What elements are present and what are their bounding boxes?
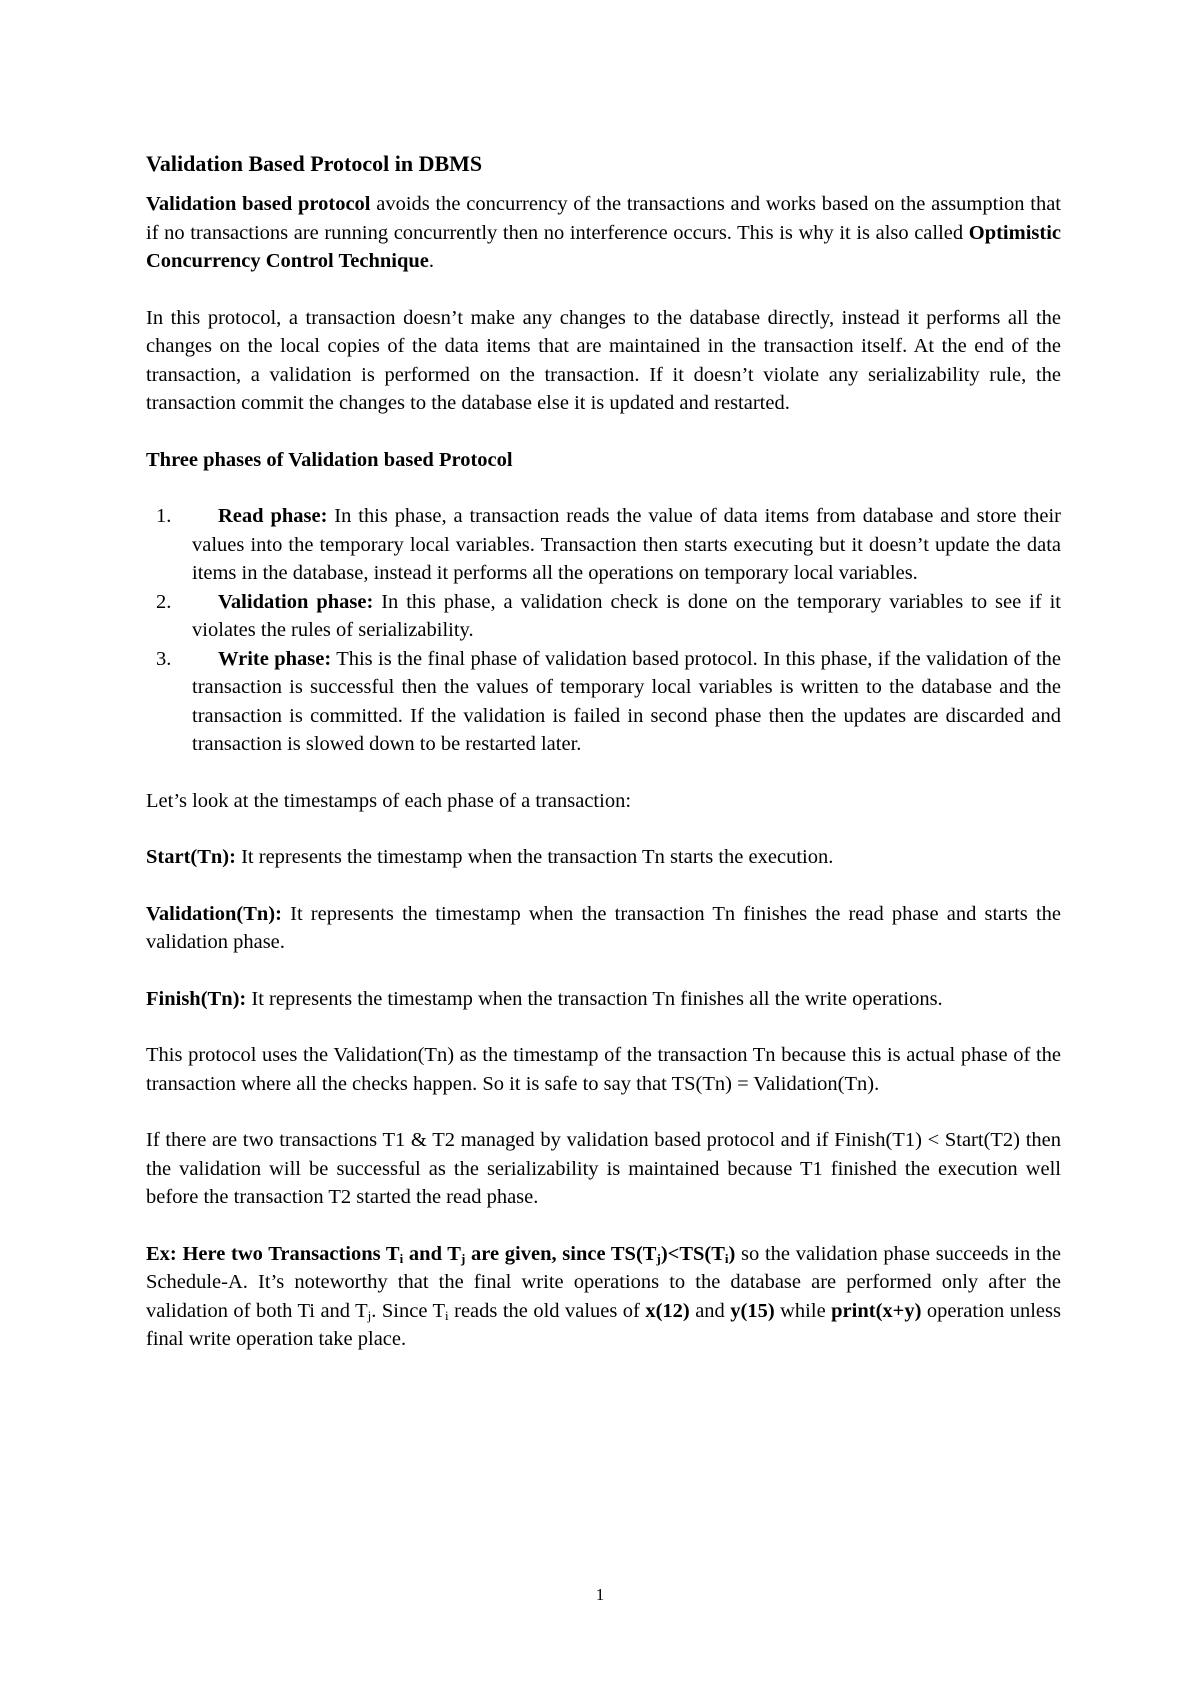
- phase-text: In this phase, a validation check is done on the temporary variables to see if it violates the rules of serializability.: [192, 590, 1061, 641]
- intro-text-2: .: [428, 250, 434, 272]
- phases-heading: Three phases of Validation based Protocol: [146, 448, 513, 471]
- definition-term: Finish(Tn):: [146, 987, 247, 1010]
- phase-text: In this phase, a transaction reads the value of data items from database and store their values into the temporary local variables. Transaction then starts executing but it doesn’t update the data items in the database, instead it performs all the operations on temporary local variables.: [192, 505, 1061, 584]
- list-item: [146, 645, 1061, 759]
- example-x-value: x(12): [645, 1299, 690, 1322]
- phases-list: [146, 502, 1061, 759]
- intro-text-1: avoids the concurrency of the transactions and works based on the assumption that if no transactions are running concurrently then no interference occurs. This is why it is also called: [146, 193, 1061, 244]
- list-item: [146, 588, 1061, 645]
- document-body: [146, 150, 1061, 1382]
- definition-term: Validation(Tn):: [146, 902, 282, 925]
- example-paragraph: Ex: Here two Transactions $T_i$ and $T_j$ are given, since $TS(T_j)<TS(T_i)$ so the validation phase succeeds in the Schedule-A. It’s noteworthy that the final write operations to the database are performed only after the validation of both Ti and $T_j$. Since $T_i$ reads the old values of x(12) and y(15) while print(x+y) operation unless final write operation take place.: [146, 1242, 1061, 1350]
- example-text: so the validation phase succeeds in the Schedule-A. It’s noteworthy that the final write operations to the database are performed only after the validation of both Ti and T: [146, 1242, 1061, 1322]
- phase-lead: Read phase:: [218, 505, 328, 527]
- protocol-paragraph: In this protocol, a transaction doesn’t make any changes to the database directly, instead it performs all the changes on the local copies of the data items that are maintained in the transaction itself. At the end of the transaction, a validation is performed on the transaction. If it doesn’t violate any serializability rule, the transaction commit the changes to the database else it is updated and restarted.: [146, 306, 1061, 414]
- uses-paragraph: This protocol uses the Validation(Tn) as the timestamp of the transaction Tn because this is actual phase of the transaction where all the checks happen. So it is safe to say that TS(Tn) = Validation(Tn).: [146, 1044, 1061, 1095]
- definition-term: Start(Tn):: [146, 846, 236, 868]
- list-item-number: 3.: [156, 647, 172, 670]
- page-number: 1: [595, 1585, 605, 1604]
- list-item-number: 2.: [156, 590, 172, 613]
- definition-text: It represents the timestamp when the transaction Tn finishes the read phase and starts the validation phase.: [146, 902, 1061, 953]
- definition-text: It represents the timestamp when the transaction Tn finishes all the write operations.: [246, 987, 943, 1010]
- intro-emphasis: Optimistic Concurrency Control Technique: [146, 221, 1061, 272]
- phase-lead: Write phase:: [218, 647, 332, 670]
- intro-lead: Validation based protocol: [146, 193, 371, 215]
- definition-finish: [146, 985, 1061, 1014]
- list-item: [146, 502, 1061, 588]
- definition-validation: [146, 900, 1061, 957]
- two-transactions-paragraph: If there are two transactions T1 & T2 managed by validation based protocol and if Finish(T1) < Start(T2) then the validation will be successful as the serializability is maintained because T1 finished the execution well before the transaction T2 started the read phase.: [146, 1129, 1061, 1208]
- intro-paragraph: [146, 190, 1061, 276]
- phase-text: This is the final phase of validation based protocol. In this phase, if the validation of the transaction is successful then the values of temporary local variables is written to the database and the transaction is committed. If the validation is failed in second phase then the updates are discarded and transaction is slowed down to be restarted later.: [192, 647, 1061, 755]
- example-print-op: print(x+y): [831, 1299, 922, 1322]
- example-lead: Ex: Here two Transactions $T_i$ and $T_j$ are given, since $TS(T_j)<TS(T_i)$: [146, 1242, 736, 1266]
- definition-start: [146, 843, 1061, 872]
- definition-text: It represents the timestamp when the transaction Tn starts the execution.: [235, 846, 834, 868]
- phase-lead: Validation phase:: [218, 590, 374, 613]
- list-item-number: 1.: [156, 505, 172, 527]
- timestamps-intro: Let’s look at the timestamps of each phase of a transaction:: [146, 789, 632, 812]
- example-y-value: y(15): [730, 1299, 775, 1322]
- document-title: Validation Based Protocol in DBMS: [146, 151, 483, 176]
